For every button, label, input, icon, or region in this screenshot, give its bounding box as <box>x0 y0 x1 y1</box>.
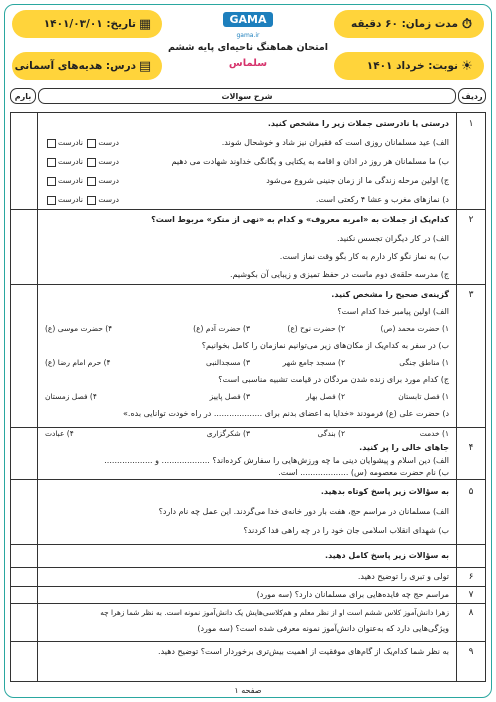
q4-item: الف) دین اسلام و پیشوایان دینی ما چه ورزش‌هایی را سفارش کرده‌اند؟ ................... و ................... <box>104 456 449 465</box>
true-label: درست <box>98 157 119 166</box>
q1-item: ج) اولین مرحله زندگی ما از زمان جنینی شروع می‌شود <box>266 176 449 185</box>
q3-option: ۳) شکرگزاری <box>206 429 250 438</box>
divider <box>11 603 485 604</box>
divider <box>11 479 485 480</box>
true-label: درست <box>98 195 119 204</box>
false-checkbox[interactable] <box>47 139 56 148</box>
divider <box>11 209 485 210</box>
q2-title: کدام‌یک از جملات به «امربه معروف» و کدام به «نهی از منکر» مربوط است؟ <box>151 215 449 224</box>
q3-option: ۳) حضرت آدم (ع) <box>193 324 250 333</box>
date-pill <box>12 10 162 38</box>
q3-option: ۳) مسجدالنبی <box>206 358 250 367</box>
row-header: ردیف <box>458 88 486 104</box>
q3-option: ۲) حضرت نوح (ع) <box>287 324 345 333</box>
q1-item: الف) عید مسلمانان روزی است که فقیران نیز شاد و خوشحال شوند. <box>221 138 449 147</box>
q8-line2: ویژگی‌هایی دارد که به‌عنوان دانش‌آموز نمونه معرفی شده است؟ (سه مورد) <box>197 624 449 633</box>
q1-number: ۱ <box>468 119 474 129</box>
q8-line1: زهرا دانش‌آموز کلاس ششم است او از نظر معلم و هم‌کلاسی‌هایش یک دانش‌آموز نمونه است. به نظر شما زهرا چه <box>100 608 449 617</box>
q3-option: ۴) حرم امام رضا (ع) <box>45 358 111 367</box>
q6-number: ۶ <box>468 572 474 582</box>
score-header: بارم <box>10 88 36 104</box>
q3-option: ۲) فصل بهار <box>306 392 345 401</box>
q3-option: ۱) مناطق جنگی <box>399 358 449 367</box>
q5-title: به سؤالات زیر پاسخ کوتاه بدهید. <box>320 487 449 496</box>
calendar-icon: ▦ <box>138 16 152 32</box>
exam-title: امتحان هماهنگ ناحیه‌ای پایه ششم <box>168 42 328 53</box>
q6-text: تولی و تبری را توضیح دهید. <box>357 572 449 581</box>
page-footer: صفحه ۱ <box>234 686 262 695</box>
q9-number: ۹ <box>468 647 474 657</box>
q1-choice-row <box>45 138 119 148</box>
divider <box>11 567 485 568</box>
divider <box>11 427 485 428</box>
true-checkbox[interactable] <box>87 177 96 186</box>
logo-sub-wrap <box>162 22 334 39</box>
logo-sub: gama.ir <box>236 32 260 39</box>
true-checkbox[interactable] <box>87 196 96 205</box>
q1-item: ب) ما مسلمانان هر روز در اذان و اقامه به یکتایی و یگانگی خداوند شهادت می دهیم <box>171 157 449 166</box>
q3-title: گزینه‌ی صحیح را مشخص کنید. <box>331 290 449 299</box>
q1-item: د) نمازهای مغرب و عشا ۴ رکعتی است. <box>315 195 449 204</box>
q5-item: الف) مسلمانان در مراسم حج، هفت بار دور خانه‌ی خدا می‌گردند. این عمل چه نام دارد؟ <box>158 507 449 516</box>
q3-question-c: ج) کدام مورد برای زنده شدن مردگان در قیامت تشبیه مناسبی است؟ <box>218 375 449 384</box>
q3-option: ۴) حضرت موسی (ع) <box>45 324 113 333</box>
q3-question-b: ب) در سفر به کدام‌یک از مکان‌های زیر می‌توانیم نمازمان را کامل بخوانیم؟ <box>201 341 449 350</box>
logo-text: GAMA <box>223 12 272 27</box>
true-checkbox[interactable] <box>87 158 96 167</box>
q3-question-a: الف) اولین پیامبر خدا کدام است؟ <box>337 307 449 316</box>
table-header <box>10 88 486 104</box>
q9-text: به نظر شما کدام‌یک از گام‌های موفقیت از اهمیت بیش‌تری برخوردار است؟ توضیح دهید. <box>158 647 449 656</box>
sun-icon: ☀ <box>461 58 473 74</box>
q3-option: ۴) فصل زمستان <box>45 392 97 401</box>
q5-item: ب) شهدای انقلاب اسلامی جان خود را در چه راهی فدا کردند؟ <box>243 526 449 535</box>
false-checkbox[interactable] <box>47 177 56 186</box>
q3-option: ۱) فصل تابستان <box>398 392 449 401</box>
q3-number: ۳ <box>468 290 474 300</box>
q1-choice-row <box>45 157 119 167</box>
q8-number: ۸ <box>468 608 474 618</box>
desc-header: شرح سوالات <box>38 88 456 104</box>
q2-item: الف) در کار دیگران تجسس نکنید. <box>337 234 449 243</box>
q2-number: ۲ <box>468 215 474 225</box>
q2-item: ج) مدرسه حلقه‌ی دوم ماست در حفظ تمیزی و زیبایی آن بکوشیم. <box>230 270 449 279</box>
shift-text: نوبت: خرداد ۱۴۰۱ <box>366 60 458 72</box>
q3-question-d: د) حضرت علی (ع) فرمودند «خدایا به اعضای بدنم برای ................... در راه خودت توانایی بده.» <box>123 409 449 418</box>
false-label: نادرست <box>58 157 83 166</box>
q5-number: ۵ <box>468 487 474 497</box>
false-label: نادرست <box>58 195 83 204</box>
true-checkbox[interactable] <box>87 139 96 148</box>
clock-icon: ⏱ <box>461 16 473 32</box>
q3-option: ۲) بندگی <box>317 429 345 438</box>
shift-pill <box>334 52 484 80</box>
divider <box>11 544 485 545</box>
false-label: نادرست <box>58 176 83 185</box>
false-checkbox[interactable] <box>47 196 56 205</box>
q3-option: ۱) حضرت محمد (ص) <box>380 324 449 333</box>
true-label: درست <box>98 176 119 185</box>
q4-title: جاهای خالی را پر کنید. <box>359 443 449 452</box>
subject-pill <box>12 52 162 80</box>
false-label: نادرست <box>58 138 83 147</box>
q1-choice-row <box>45 176 119 186</box>
true-label: درست <box>98 138 119 147</box>
q1-choice-row <box>45 195 119 205</box>
books-icon: ▤ <box>138 58 152 74</box>
date-text: تاریخ: ۱۴۰۱/۰۳/۰۱ <box>43 18 136 30</box>
divider <box>11 284 485 285</box>
divider <box>11 586 485 587</box>
q4-number: ۴ <box>468 443 474 453</box>
q1-title: درستی یا نادرستی جملات زیر را مشخص کنید. <box>267 119 449 128</box>
q3-option: ۳) فصل پاییز <box>209 392 250 401</box>
q7-number: ۷ <box>468 590 474 600</box>
q4-item: ب) نام حضرت معصومه (س) ................... است. <box>278 468 449 477</box>
divider <box>37 113 38 681</box>
divider <box>11 641 485 642</box>
q3-option: ۱) خدمت <box>419 429 449 438</box>
duration-text: مدت زمان: ۶۰ دقیقه <box>350 18 458 30</box>
q7-text: مراسم حج چه فایده‌هایی برای مسلمانان دارد؟ (سه مورد) <box>256 590 449 599</box>
q2-item: ب) به نماز نگو کار دارم به کار بگو وقت نماز است. <box>279 252 449 261</box>
q3-option: ۲) مسجد جامع شهر <box>282 358 345 367</box>
q3-option: ۴) عبادت <box>45 429 74 438</box>
exam-subtitle: سلماس <box>228 58 268 69</box>
false-checkbox[interactable] <box>47 158 56 167</box>
subject-text: درس: هدیه‌های آسمانی <box>14 60 136 72</box>
long-answer-heading: به سؤالات زیر پاسخ کامل دهید. <box>325 551 449 560</box>
duration-pill <box>334 10 484 38</box>
questions-table <box>10 112 486 682</box>
